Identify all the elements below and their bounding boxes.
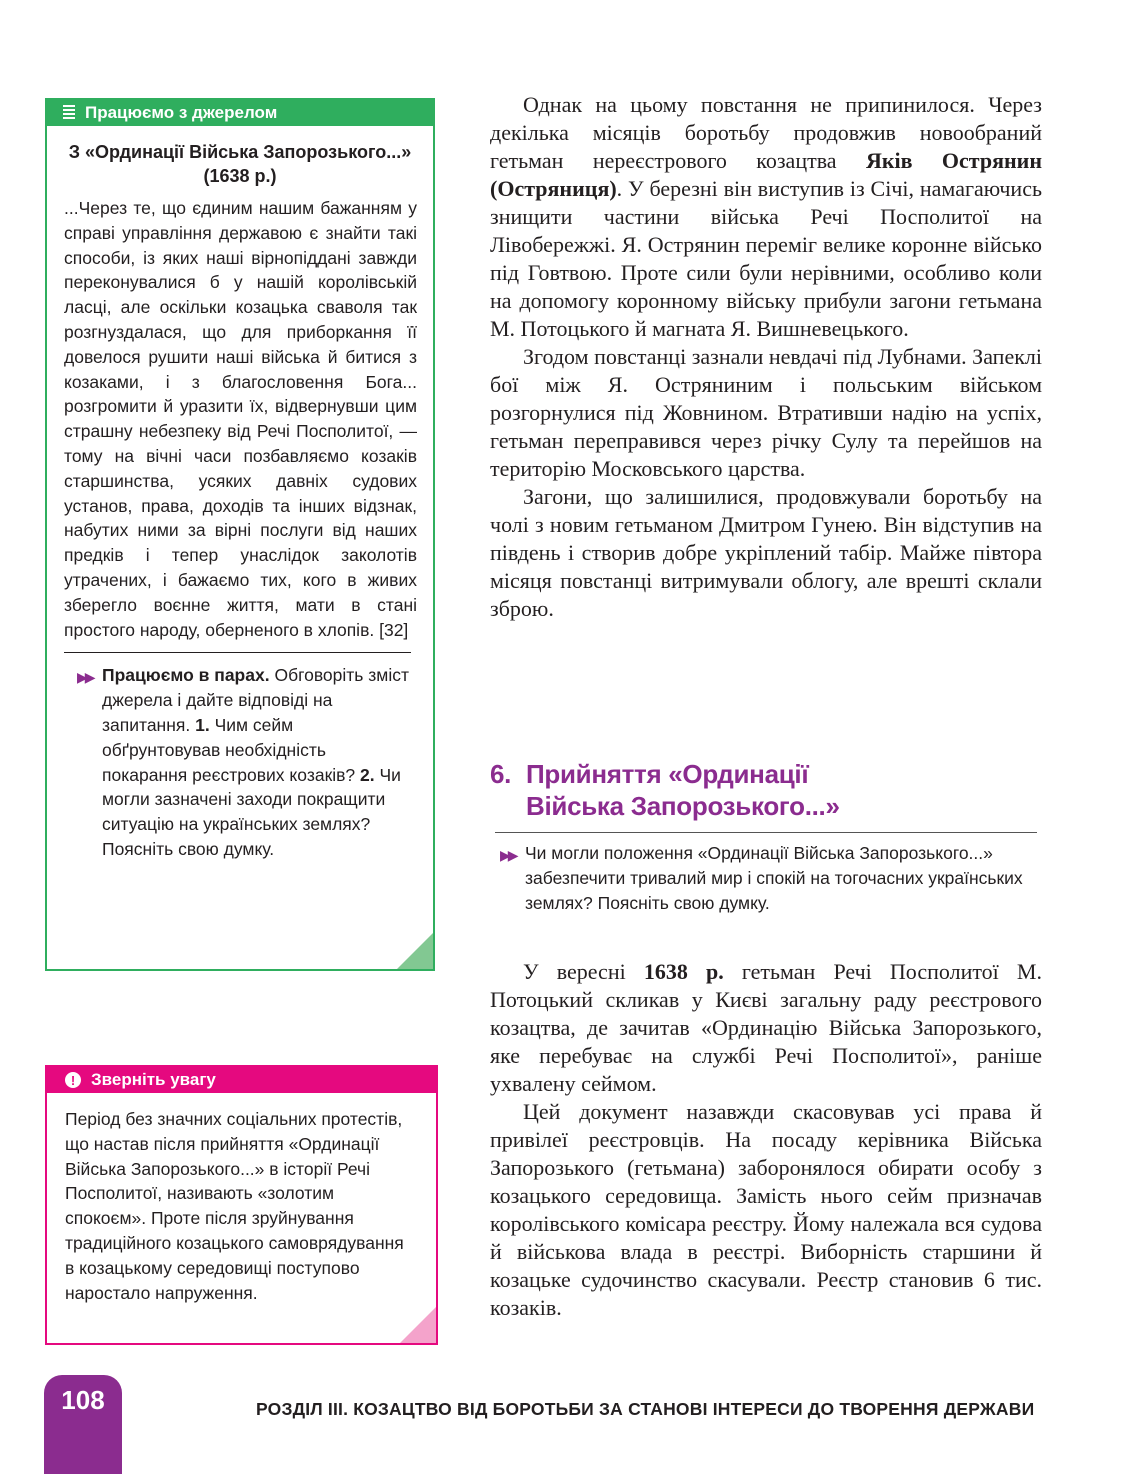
source-box-header-label: Працюємо з джерелом [85, 103, 278, 122]
corner-decoration [400, 1307, 436, 1343]
question-2-number: 2. [360, 764, 375, 785]
chapter-title: РОЗДІЛ ІІІ. КОЗАЦТВО ВІД БОРОТЬБИ ЗА СТАНОВІ ІНТЕРЕСИ ДО ТВОРЕННЯ ДЕРЖАВИ [256, 1399, 1035, 1419]
note-text: Період без значних соціальних протестів, що настав після прийняття «Ординації Війська Запорозького...» в історії Речі Посполитої, називають «золотим спокоєм». Проте після зруйнування традиційного козацького самоврядування в козацькому середовищі поступово наростало напруження. [65, 1109, 404, 1303]
section-title-line-1: Прийняття «Ординації [526, 759, 809, 789]
question-text: Чи могли положення «Ординації Війська Запорозького...» забезпечити тривалий мир і спокій на тогочасних українських землях? Поясніть свою думку. [525, 843, 1023, 913]
source-title: З «Ординації Війська Запорозького...» (1638 р.) [68, 142, 412, 186]
person-name: Яків Острянин (Остряниця) [490, 148, 1042, 201]
paragraph [490, 958, 1042, 1098]
section-question [500, 841, 1055, 915]
paragraph: Цей документ назавжди скасовував усі права й привілеї реєстровців. На посаду керівника Війська Запорозького (гетьмана) заборонялося обирати особу з козацького середовища. Замість нього сейм призначав королівського комісара реєстру. Йому належала вся судова й військова влада в реєстрі. Виборність старшини й козацьке судочинство скасували. Реєстр становив 6 тис. козаків. [490, 1099, 1042, 1320]
document-icon [63, 105, 75, 121]
paragraph-text: У вересні [523, 959, 644, 984]
pairs-task [77, 663, 411, 861]
paragraph-text: гетьман Речі Посполитої М. Потоцький скликав у Києві загальну раду реєстрового козацтва, де зачитав «Ординацію Війська Запорозького, яке перебуває на службі Речі Посполитої», раніше ухвалену сеймом. [490, 959, 1042, 1096]
paragraph: Згодом повстанці зазнали невдачі під Лубнами. Запеклі бої між Я. Остряниним і польським військом розгорнулися під Жовнином. Втративши надію на успіх, гетьман переправився через річку Сулу та перейшов на територію Московського царства. [490, 344, 1042, 481]
note-box-header [47, 1067, 436, 1093]
section-number: 6. [490, 759, 512, 789]
question-2-text: Чи могли зазначені заходи покращити ситуацію на українських землях? Поясніть свою думку. [102, 764, 401, 859]
double-arrow-icon: ▶▶ [500, 847, 516, 863]
question-1-number: 1. [195, 714, 210, 735]
main-text-top [490, 91, 1042, 623]
paragraph-text: Однак на цьому повстання не припинилося. Через декілька місяців боротьбу продовжив новообраний гетьман нереєстрового козацтва [490, 92, 1042, 173]
corner-decoration [397, 933, 433, 969]
main-text-bottom [490, 958, 1042, 1322]
divider [64, 652, 411, 653]
divider [495, 832, 1037, 833]
page-number: 108 [44, 1375, 122, 1474]
double-arrow-icon: ▶▶ [77, 669, 93, 686]
date-bold: 1638 р. [643, 959, 724, 984]
question-1-text: Чим сейм обґрунтовував необхідність покарання реєстрових козаків? [102, 714, 356, 785]
section-title-line-2: Війська Запорозького...» [526, 791, 840, 821]
paragraph-text: . У березні він виступив із Січі, намагаючись знищити частини війська Речі Посполитої на Лівобережжі. Я. Острянин переміг велике коронне військо під Говтвою. Проте сили були нерівними, особливо коли на допомогу коронному війську прибули загони гетьмана М. Потоцького й магната Я. Вишневецького. [490, 176, 1042, 341]
source-box-header [47, 100, 433, 126]
source-text: ...Через те, що єдиним нашим бажанням у справі управління державою є знайти такі способи, із яких наші вірнопіддані завжди переконувалися б у нашій королівській ласці, але оскільки козацька сваволя так розгнуздалася, що для приборкання її довелося рушити наші війська й битися з козаками, і з благословення Бога... розгромити й уразити їх, відвернувши цим страшну небезпеку від Речі Посполитої, — тому на вічні часи позбавляємо козаків старшинства, усяких давніх судових установ, права, доходів та інших відзнак, набутих ними за вірні послуги від наших предків і тепер унаслідок заколотів утрачених, і бажаємо тих, кого в живих зберегло воєнне життя, мати в стані простого народу, оберненого в хлопів. [32] [64, 198, 417, 640]
paragraph: Загони, що залишилися, продовжували боротьбу на чолі з новим гетьманом Дмитром Гунею. Він відступив на південь і створив добре укріплений табір. Майже півтора місяця повстанці витримували облогу, але врешті склали зброю. [490, 484, 1042, 621]
pairs-label: Працюємо в парах. [102, 665, 270, 686]
paragraph [490, 91, 1042, 343]
section-heading [490, 758, 1050, 822]
note-box [45, 1065, 438, 1345]
pairs-text: Обговоріть зміст джерела і дайте відповіді на запитання. [102, 665, 409, 735]
note-box-header-label: Зверніть увагу [91, 1070, 216, 1089]
source-box [45, 98, 435, 971]
exclamation-icon: ! [65, 1072, 81, 1088]
